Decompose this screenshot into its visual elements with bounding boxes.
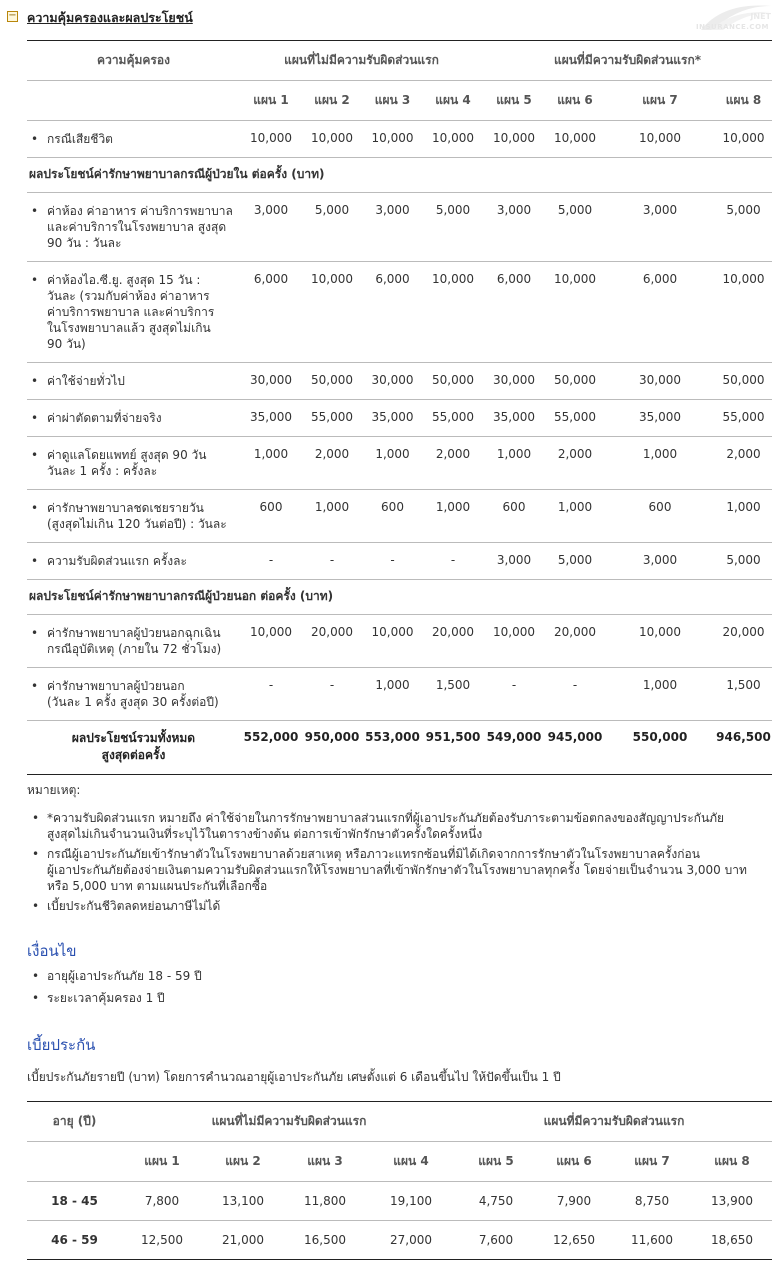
- plan-header: แผน 7: [642, 93, 678, 107]
- condition-text: ระยะเวลาคุ้มครอง 1 ปี: [47, 991, 165, 1005]
- bullet-icon: •: [32, 847, 40, 861]
- value-cell: 3,000: [375, 203, 410, 217]
- age-cell: 46 - 59: [51, 1233, 98, 1247]
- value-cell: 10,000: [639, 131, 681, 145]
- plan-header-row: [27, 81, 772, 121]
- value-cell: 10,000: [554, 272, 596, 286]
- premium-cell: 13,900: [711, 1194, 753, 1208]
- note-line: เบี้ยประกันชีวิตลดหย่อนภาษีไม่ได้: [47, 899, 221, 913]
- value-cell: 55,000: [554, 410, 596, 424]
- value-cell: 30,000: [371, 373, 414, 387]
- value-cell: 1,000: [642, 447, 678, 461]
- value-cell: 5,000: [314, 203, 350, 217]
- value-cell: 3,000: [642, 203, 678, 217]
- coverage-label-line: ค่าผ่าตัดตามที่จ่ายจริง: [47, 411, 162, 425]
- coverage-label-line: ค่ารักษาพยาบาลชดเชยรายวัน: [47, 501, 204, 515]
- value-cell: 10,000: [639, 625, 681, 639]
- value-cell: 10,000: [493, 625, 535, 639]
- coverage-label: [27, 363, 240, 400]
- total-value: 946,500: [716, 730, 771, 744]
- prem-plan-header: แผน 7: [634, 1154, 670, 1168]
- note-line: ผู้เอาประกันภัยต้องจ่ายเงินตามความรับผิดส่วนแรกให้โรงพยาบาลที่เข้าพักรักษาตัวในโรงพยาบาลทุกครั้ง โดยจ่ายเป็นจำนวน 3,000 บาท: [47, 863, 747, 877]
- coverage-table: [27, 40, 772, 775]
- group-deductible: แผนที่มีความรับผิดส่วนแรก*: [553, 53, 702, 67]
- coverage-label-line: 90 วัน): [47, 337, 86, 351]
- premium-cell: 21,000: [222, 1233, 264, 1247]
- prem-plan-header: แผน 8: [714, 1154, 750, 1168]
- value-cell: 10,000: [432, 131, 474, 145]
- value-cell: 20,000: [311, 625, 353, 639]
- value-cell: 6,000: [642, 272, 678, 286]
- condition-item: [27, 968, 772, 984]
- prem-plan-header-row: [27, 1142, 772, 1182]
- table-row: [27, 543, 772, 580]
- coverage-label-line: ค่ารักษาพยาบาลผู้ป่วยนอกฉุกเฉิน: [47, 626, 221, 640]
- note-item: [27, 846, 772, 894]
- value-cell: 30,000: [250, 373, 292, 387]
- bullet-icon: •: [31, 273, 39, 287]
- value-cell: 10,000: [371, 131, 414, 145]
- bullet-icon: •: [31, 501, 39, 515]
- table-row: [27, 668, 772, 721]
- value-cell: 30,000: [493, 373, 535, 387]
- notes-heading: หมายเหตุ:: [27, 783, 81, 797]
- value-cell: -: [572, 678, 578, 692]
- value-cell: 50,000: [722, 373, 765, 387]
- value-cell: 1,500: [726, 678, 761, 692]
- coverage-label-line: 90 วัน : วันละ: [47, 236, 122, 250]
- table-row: [27, 262, 772, 363]
- prem-plan-header: แผน 6: [556, 1154, 592, 1168]
- coverage-label-line: ค่าบริการพยาบาล และค่าบริการ: [47, 305, 215, 319]
- coverage-label-line: ค่ารักษาพยาบาลผู้ป่วยนอก: [47, 679, 185, 693]
- value-cell: 10,000: [493, 131, 535, 145]
- col-coverage: ความคุ้มครอง: [97, 53, 170, 67]
- value-cell: 30,000: [639, 373, 681, 387]
- value-cell: 6,000: [253, 272, 289, 286]
- coverage-label: [27, 543, 240, 580]
- value-cell: 6,000: [375, 272, 410, 286]
- premium-cell: 27,000: [390, 1233, 432, 1247]
- bullet-icon: •: [31, 411, 39, 425]
- value-cell: 3,000: [253, 203, 289, 217]
- note-line: หรือ 5,000 บาท ตามแผนประกันที่เลือกซื้อ: [47, 879, 268, 893]
- value-cell: 50,000: [432, 373, 474, 387]
- premium-cell: 19,100: [390, 1194, 432, 1208]
- prem-plan-header: แผน 2: [225, 1154, 261, 1168]
- bullet-icon: •: [31, 554, 39, 568]
- premium-cell: 16,500: [304, 1233, 346, 1247]
- plan-header: แผน 6: [557, 93, 593, 107]
- value-cell: -: [390, 553, 395, 567]
- coverage-label: [27, 193, 240, 262]
- value-cell: 10,000: [250, 625, 292, 639]
- coverage-label-line: ความรับผิดส่วนแรก ครั้งละ: [47, 554, 187, 568]
- table-row: [27, 490, 772, 543]
- value-cell: 2,000: [726, 447, 761, 461]
- coverage-label: [27, 668, 240, 721]
- bullet-icon: •: [31, 626, 39, 640]
- value-cell: 2,000: [435, 447, 471, 461]
- condition-text: อายุผู้เอาประกันภัย 18 - 59 ปี: [47, 969, 202, 983]
- note-item: [27, 810, 772, 842]
- table-row: [27, 121, 772, 158]
- premium-intro: เบี้ยประกันภัยรายปี (บาท) โดยการคำนวณอายุผู้เอาประกันภัย เศษตั้งแต่ 6 เดือนขึ้นไป ให้ปัดขึ้นเป็น 1 ปี: [27, 1070, 561, 1084]
- table-row: [27, 1182, 772, 1221]
- value-cell: 1,000: [314, 500, 350, 514]
- value-cell: 600: [381, 500, 404, 514]
- value-cell: 35,000: [639, 410, 681, 424]
- brand-logo: [683, 0, 775, 34]
- coverage-label-line: (วันละ 1 ครั้ง สูงสุด 30 ครั้งต่อปี): [47, 695, 219, 709]
- value-cell: 20,000: [432, 625, 474, 639]
- coverage-label-line: ค่าห้อง ค่าอาหาร ค่าบริการพยาบาล: [47, 204, 233, 218]
- bullet-icon: •: [31, 374, 39, 388]
- value-cell: 5,000: [435, 203, 471, 217]
- value-cell: 600: [259, 500, 283, 514]
- prem-plan-header: แผน 3: [307, 1154, 343, 1168]
- plan-header: แผน 2: [314, 93, 350, 107]
- section-title[interactable]: ความคุ้มครองและผลประโยชน์: [27, 10, 193, 25]
- coverage-label-line: กรณีเสียชีวิต: [47, 132, 113, 146]
- prem-group-deductible: แผนที่มีความรับผิดส่วนแรก: [543, 1114, 685, 1128]
- coverage-label: [27, 262, 240, 363]
- premium-cell: 12,500: [141, 1233, 183, 1247]
- value-cell: 600: [502, 500, 526, 514]
- value-cell: 5,000: [557, 553, 593, 567]
- value-cell: 5,000: [557, 203, 593, 217]
- premium-cell: 8,750: [634, 1194, 670, 1208]
- premium-table: [27, 1101, 772, 1260]
- premium-cell: 18,650: [711, 1233, 753, 1247]
- prem-plan-header: แผน 4: [393, 1154, 429, 1168]
- value-cell: 35,000: [250, 410, 292, 424]
- bullet-icon: •: [32, 991, 40, 1005]
- conditions-heading: เงื่อนไข: [27, 942, 77, 960]
- value-cell: -: [329, 553, 335, 567]
- table-row: [27, 193, 772, 262]
- value-cell: 1,000: [496, 447, 532, 461]
- value-cell: 1,000: [253, 447, 289, 461]
- total-value: 553,000: [365, 730, 420, 744]
- value-cell: 1,500: [435, 678, 471, 692]
- total-label: [27, 721, 240, 775]
- coverage-label: [27, 437, 240, 490]
- coverage-label-line: ค่าใช้จ่ายทั่วไป: [47, 374, 125, 388]
- total-value: 549,000: [486, 730, 542, 744]
- premium-cell: 11,800: [304, 1194, 346, 1208]
- value-cell: -: [511, 678, 517, 692]
- plan-header: แผน 1: [253, 93, 289, 107]
- coverage-label: [27, 121, 240, 158]
- value-cell: 10,000: [722, 272, 765, 286]
- coverage-label-line: ในโรงพยาบาลแล้ว สูงสุดไม่เกิน: [47, 321, 211, 335]
- total-value: 951,500: [425, 730, 481, 744]
- value-cell: 10,000: [311, 272, 353, 286]
- value-cell: 5,000: [726, 553, 761, 567]
- bullet-icon: •: [31, 132, 39, 146]
- premium-cell: 7,800: [144, 1194, 180, 1208]
- value-cell: 10,000: [554, 131, 596, 145]
- plan-header: แผน 5: [496, 93, 532, 107]
- section-row: [27, 580, 772, 615]
- coverage-label-line: ค่าห้องไอ.ซี.ยู. สูงสุด 15 วัน :: [47, 273, 201, 287]
- bullet-icon: •: [32, 969, 40, 983]
- prem-group-no-deductible: แผนที่ไม่มีความรับผิดส่วนแรก: [211, 1114, 367, 1128]
- table-row: [27, 437, 772, 490]
- value-cell: 20,000: [722, 625, 765, 639]
- value-cell: 5,000: [726, 203, 761, 217]
- coverage-label-line: วันละ 1 ครั้ง : ครั้งละ: [47, 464, 158, 478]
- conditions: [27, 968, 772, 1012]
- value-cell: 2,000: [314, 447, 350, 461]
- premium-cell: 13,100: [222, 1194, 264, 1208]
- value-cell: 35,000: [371, 410, 414, 424]
- section-label: ผลประโยชน์ค่ารักษาพยาบาลกรณีผู้ป่วยใน ต่อครั้ง (บาท): [29, 167, 325, 181]
- notes: [27, 781, 772, 918]
- condition-item: [27, 990, 772, 1006]
- note-item: [27, 898, 772, 914]
- total-value: 950,000: [304, 730, 360, 744]
- premium-cell: 7,900: [556, 1194, 592, 1208]
- value-cell: 10,000: [371, 625, 414, 639]
- premium-cell: 12,650: [553, 1233, 595, 1247]
- bullet-icon: •: [31, 679, 39, 693]
- prem-plan-header: แผน 1: [144, 1154, 180, 1168]
- note-line: สูงสุดไม่เกินจำนวนเงินที่ระบุไว้ในตารางข้างต้น ต่อการเข้าพักรักษาตัวครั้งใดครั้งหนึ่ง: [47, 827, 483, 841]
- coverage-label-line: และค่าบริการในโรงพยาบาล สูงสุด: [47, 220, 227, 234]
- note-line: *ความรับผิดส่วนแรก หมายถึง ค่าใช้จ่ายในการรักษาพยาบาลส่วนแรกที่ผู้เอาประกันภัยต้องรับภาระตามข้อตกลงของสัญญาประกันภัย: [47, 811, 725, 825]
- prem-plan-header: แผน 5: [478, 1154, 514, 1168]
- table-row: [27, 400, 772, 437]
- coverage-label: [27, 490, 240, 543]
- plan-header: แผน 3: [374, 93, 411, 107]
- coverage-label-line: กรณีอุบัติเหตุ (ภายใน 72 ชั่วโมง): [47, 642, 222, 656]
- total-value: 550,000: [632, 730, 688, 744]
- value-cell: 10,000: [250, 131, 292, 145]
- plan-header: แผน 8: [725, 93, 762, 107]
- note-line: กรณีผู้เอาประกันภัยเข้ารักษาตัวในโรงพยาบาลด้วยสาเหตุ หรือภาวะแทรกซ้อนที่มิได้เกิดจากการรักษาตัวในโรงพยาบาลครั้งก่อน: [47, 847, 700, 861]
- premium-cell: 4,750: [478, 1194, 514, 1208]
- group-no-deductible: แผนที่ไม่มีความรับผิดส่วนแรก: [284, 53, 439, 67]
- col-age: อายุ (ปี): [52, 1114, 97, 1128]
- value-cell: 3,000: [642, 553, 678, 567]
- coverage-label-line: ค่าดูแลโดยแพทย์ สูงสุด 90 วัน: [47, 448, 207, 462]
- value-cell: 2,000: [557, 447, 593, 461]
- coverage-label-line: วันละ (รวมกับค่าห้อง ค่าอาหาร: [47, 289, 210, 303]
- premium-cell: 7,600: [478, 1233, 514, 1247]
- value-cell: 1,000: [557, 500, 593, 514]
- table-row: [27, 615, 772, 668]
- section-header: [0, 0, 781, 36]
- table-row: [27, 363, 772, 400]
- plan-header: แผน 4: [435, 93, 471, 107]
- coverage-label: [27, 615, 240, 668]
- value-cell: 3,000: [496, 553, 532, 567]
- value-cell: 55,000: [722, 410, 765, 424]
- total-label-line: ผลประโยชน์รวมทั้งหมด: [71, 731, 196, 745]
- total-value: 552,000: [243, 730, 299, 744]
- premium-cell: 11,600: [631, 1233, 673, 1247]
- coverage-label: [27, 400, 240, 437]
- value-cell: 50,000: [554, 373, 596, 387]
- collapse-toggle-icon[interactable]: −: [8, 10, 17, 21]
- value-cell: -: [450, 553, 456, 567]
- value-cell: 1,000: [435, 500, 471, 514]
- value-cell: 35,000: [493, 410, 535, 424]
- bullet-icon: •: [32, 811, 40, 825]
- value-cell: 1,000: [375, 678, 410, 692]
- value-cell: 20,000: [554, 625, 596, 639]
- bullet-icon: •: [31, 448, 39, 462]
- table-row: [27, 1221, 772, 1260]
- value-cell: 10,000: [722, 131, 765, 145]
- value-cell: -: [268, 678, 274, 692]
- notes-list: [27, 810, 772, 914]
- bullet-icon: •: [31, 204, 39, 218]
- coverage-label-line: (สูงสุดไม่เกิน 120 วันต่อปี) : วันละ: [47, 517, 227, 531]
- total-row: [27, 721, 772, 775]
- total-label-line: สูงสุดต่อครั้ง: [101, 748, 166, 762]
- total-value: 945,000: [547, 730, 603, 744]
- value-cell: 10,000: [432, 272, 474, 286]
- premium-heading: เบี้ยประกัน: [27, 1036, 96, 1054]
- logo-text-top: JNET: [750, 12, 771, 21]
- value-cell: 1,000: [642, 678, 678, 692]
- value-cell: 3,000: [496, 203, 532, 217]
- age-cell: 18 - 45: [51, 1194, 98, 1208]
- value-cell: -: [268, 553, 274, 567]
- conditions-list: [27, 968, 772, 1006]
- value-cell: 10,000: [311, 131, 353, 145]
- value-cell: 50,000: [311, 373, 353, 387]
- section-label: ผลประโยชน์ค่ารักษาพยาบาลกรณีผู้ป่วยนอก ต่อครั้ง (บาท): [29, 589, 334, 603]
- value-cell: 55,000: [311, 410, 353, 424]
- value-cell: 600: [648, 500, 672, 514]
- value-cell: 6,000: [496, 272, 532, 286]
- value-cell: 55,000: [432, 410, 474, 424]
- bullet-icon: •: [32, 899, 40, 913]
- value-cell: 1,000: [375, 447, 410, 461]
- section-row: [27, 158, 772, 193]
- value-cell: -: [329, 678, 335, 692]
- value-cell: 1,000: [726, 500, 761, 514]
- logo-text-bottom: INSURANCE.COM: [696, 23, 769, 31]
